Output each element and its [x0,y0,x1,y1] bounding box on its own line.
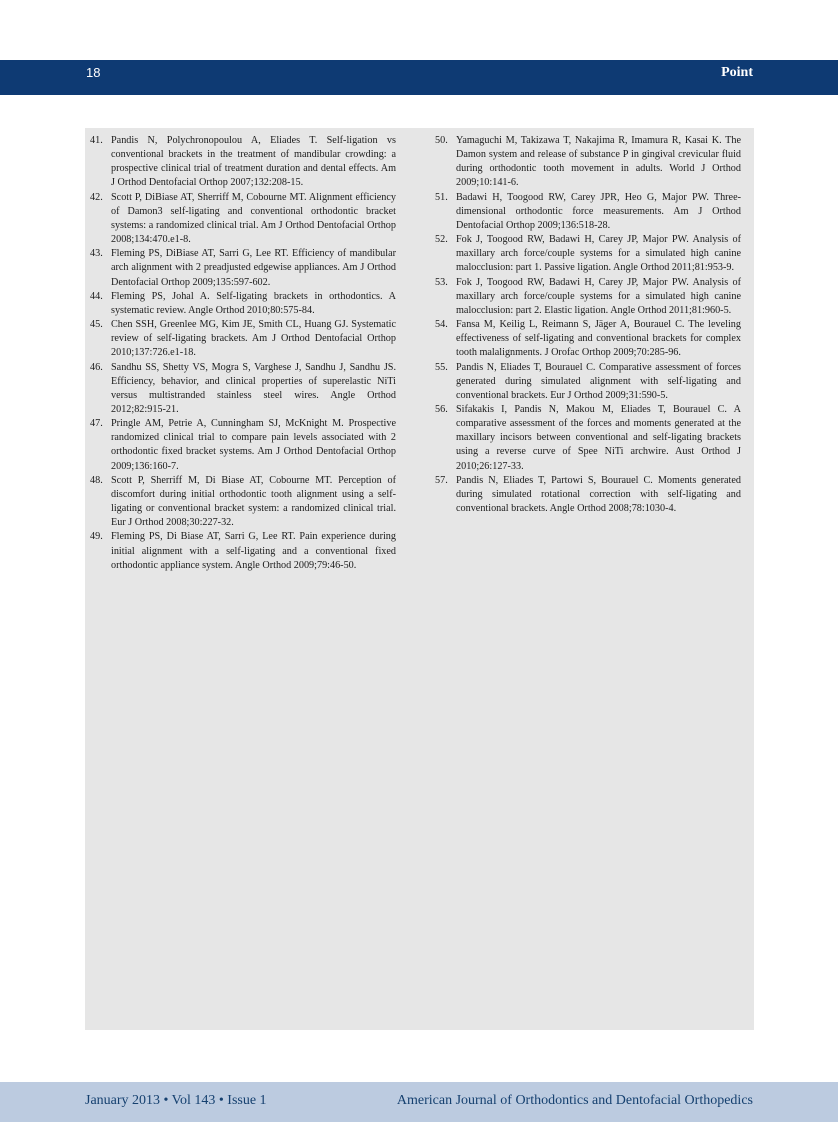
reference-number: 48. [90,474,103,486]
reference-item [435,191,741,233]
reference-number: 42. [90,191,103,203]
reference-item [435,276,741,318]
page-header [0,60,838,95]
reference-number: 41. [90,135,103,146]
references-left-column [90,134,396,573]
reference-text: Badawi H, Toogood RW, Carey JPR, Heo G, Major PW. Three-dimensional orthodontic force measurements. Am J Orthod Dentofacial Orthop 2009;136:518-28. [456,191,741,231]
page-number: 18 [86,65,101,80]
reference-number: 54. [435,319,448,331]
reference-text: Fleming PS, Di Biase AT, Sarri G, Lee RT. Pain experience during initial alignment with a self-ligating and a conventional fixed orthodontic appliance system. Angle Orthod 2009;79:46-50. [111,531,396,571]
reference-item [435,474,741,516]
reference-number: 46. [90,361,103,373]
reference-number: 52. [435,234,448,246]
reference-item [90,417,396,474]
reference-text: Fansa M, Keilig L, Reimann S, Jäger A, Bourauel C. The leveling effectiveness of self-ligating and conventional brackets for complex tooth malalignments. J Orofac Orthop 2009;70:285-96. [456,319,741,359]
reference-text: Pandis N, Polychronopoulou A, Eliades T. Self-ligation vs conventional brackets in the treatment of mandibular crowding: a prospective clinical trial of treatment duration and dental effects. Am J Orthod Dentofacial Orthop 2007;132:208-15. [111,135,396,189]
reference-item [90,530,396,572]
reference-number: 53. [435,276,448,288]
reference-text: Scott P, DiBiase AT, Sherriff M, Cobourne MT. Alignment efficiency of Damon3 self-ligating and conventional orthodontic bracket systems: a randomized clinical trial. Am J Orthod Dentofacial Orthop 2008;134:470.e1-8. [111,191,396,246]
reference-number: 49. [90,531,103,543]
reference-number: 56. [435,403,448,415]
reference-item [435,134,741,191]
reference-item [90,290,396,318]
reference-item [90,191,396,248]
reference-number: 51. [435,191,448,203]
reference-number: 55. [435,361,448,373]
reference-item [90,134,396,191]
reference-text: Fleming PS, Johal A. Self-ligating brackets in orthodontics. A systematic review. Angle Orthod 2010;80:575-84. [111,290,396,316]
section-label: Point [721,65,753,80]
references-panel [85,128,754,1030]
reference-text: Fleming PS, DiBiase AT, Sarri G, Lee RT. Efficiency of mandibular arch alignment with 2 preadjusted edgewise appliances. Am J Orthod Dentofacial Orthop 2009;135:597-602. [111,248,396,288]
reference-text: Fok J, Toogood RW, Badawi H, Carey JP, Major PW. Analysis of maxillary arch force/couple systems for a simulated high canine malocclusion: part 2. Elastic ligation. Angle Orthod 2011;81:960-5. [456,276,741,316]
reference-text: Pandis N, Eliades T, Bourauel C. Comparative assessment of forces generated during simulated alignment with self-ligating and conventional brackets. Eur J Orthod 2009;31:590-5. [456,361,741,401]
reference-text: Yamaguchi M, Takizawa T, Nakajima R, Imamura R, Kasai K. The Damon system and release of substance P in gingival crevicular fluid during orthodontic tooth movement in adults. World J Orthod 2009;10:141-6. [456,135,741,189]
reference-item [435,403,741,474]
reference-item [90,318,396,360]
reference-text: Sifakakis I, Pandis N, Makou M, Eliades T, Bourauel C. A comparative assessment of the forces and moments generated at the maxillary incisors between conventional and self-ligating brackets using a reverse curve of Spee NiTi archwire. Aust Orthod J 2010;26:127-33. [456,403,741,472]
reference-number: 45. [90,319,103,331]
reference-item [435,361,741,403]
reference-number: 44. [90,290,103,302]
reference-item [90,474,396,531]
reference-item [90,361,396,418]
reference-text: Pandis N, Eliades T, Partowi S, Bourauel C. Moments generated during simulated rotational correction with self-ligating and conventional brackets. Angle Orthod 2008;78:1030-4. [456,474,741,515]
reference-text: Fok J, Toogood RW, Badawi H, Carey JP, Major PW. Analysis of maxillary arch force/couple systems for a simulated high canine malocclusion: part 1. Passive ligation. Angle Orthod 2011;81:953-9. [456,234,741,274]
reference-item [435,318,741,360]
reference-number: 43. [90,248,103,260]
reference-number: 50. [435,135,448,146]
reference-item [435,233,741,275]
reference-text: Sandhu SS, Shetty VS, Mogra S, Varghese J, Sandhu J, Sandhu JS. Efficiency, behavior, and clinical properties of superelastic NiTi versus multistranded stainless steel wires. Angle Orthod 2012;82:915-21. [111,361,396,415]
journal-name: American Journal of Orthodontics and Dentofacial Orthopedics [396,1093,753,1108]
references-right-column [435,134,741,516]
issue-info: January 2013 • Vol 143 • Issue 1 [85,1093,267,1108]
reference-text: Scott P, Sherriff M, Di Biase AT, Cobourne MT. Perception of discomfort during initial orthodontic tooth alignment using a self-ligating or conventional bracket system: a randomized clinical trial. Eur J Orthod 2008;30:227-32. [111,474,396,529]
reference-text: Chen SSH, Greenlee MG, Kim JE, Smith CL, Huang GJ. Systematic review of self-ligating brackets. Am J Orthod Dentofacial Orthop 2010;137:726.e1-18. [111,319,396,359]
reference-text: Pringle AM, Petrie A, Cunningham SJ, McKnight M. Prospective randomized clinical trial to compare pain levels associated with 2 orthodontic fixed bracket systems. Am J Orthod Dentofacial Orthop 2009;136:160-7. [111,418,396,472]
reference-number: 57. [435,474,448,486]
reference-item [90,247,396,289]
reference-number: 47. [90,418,103,430]
page-footer [0,1082,838,1122]
